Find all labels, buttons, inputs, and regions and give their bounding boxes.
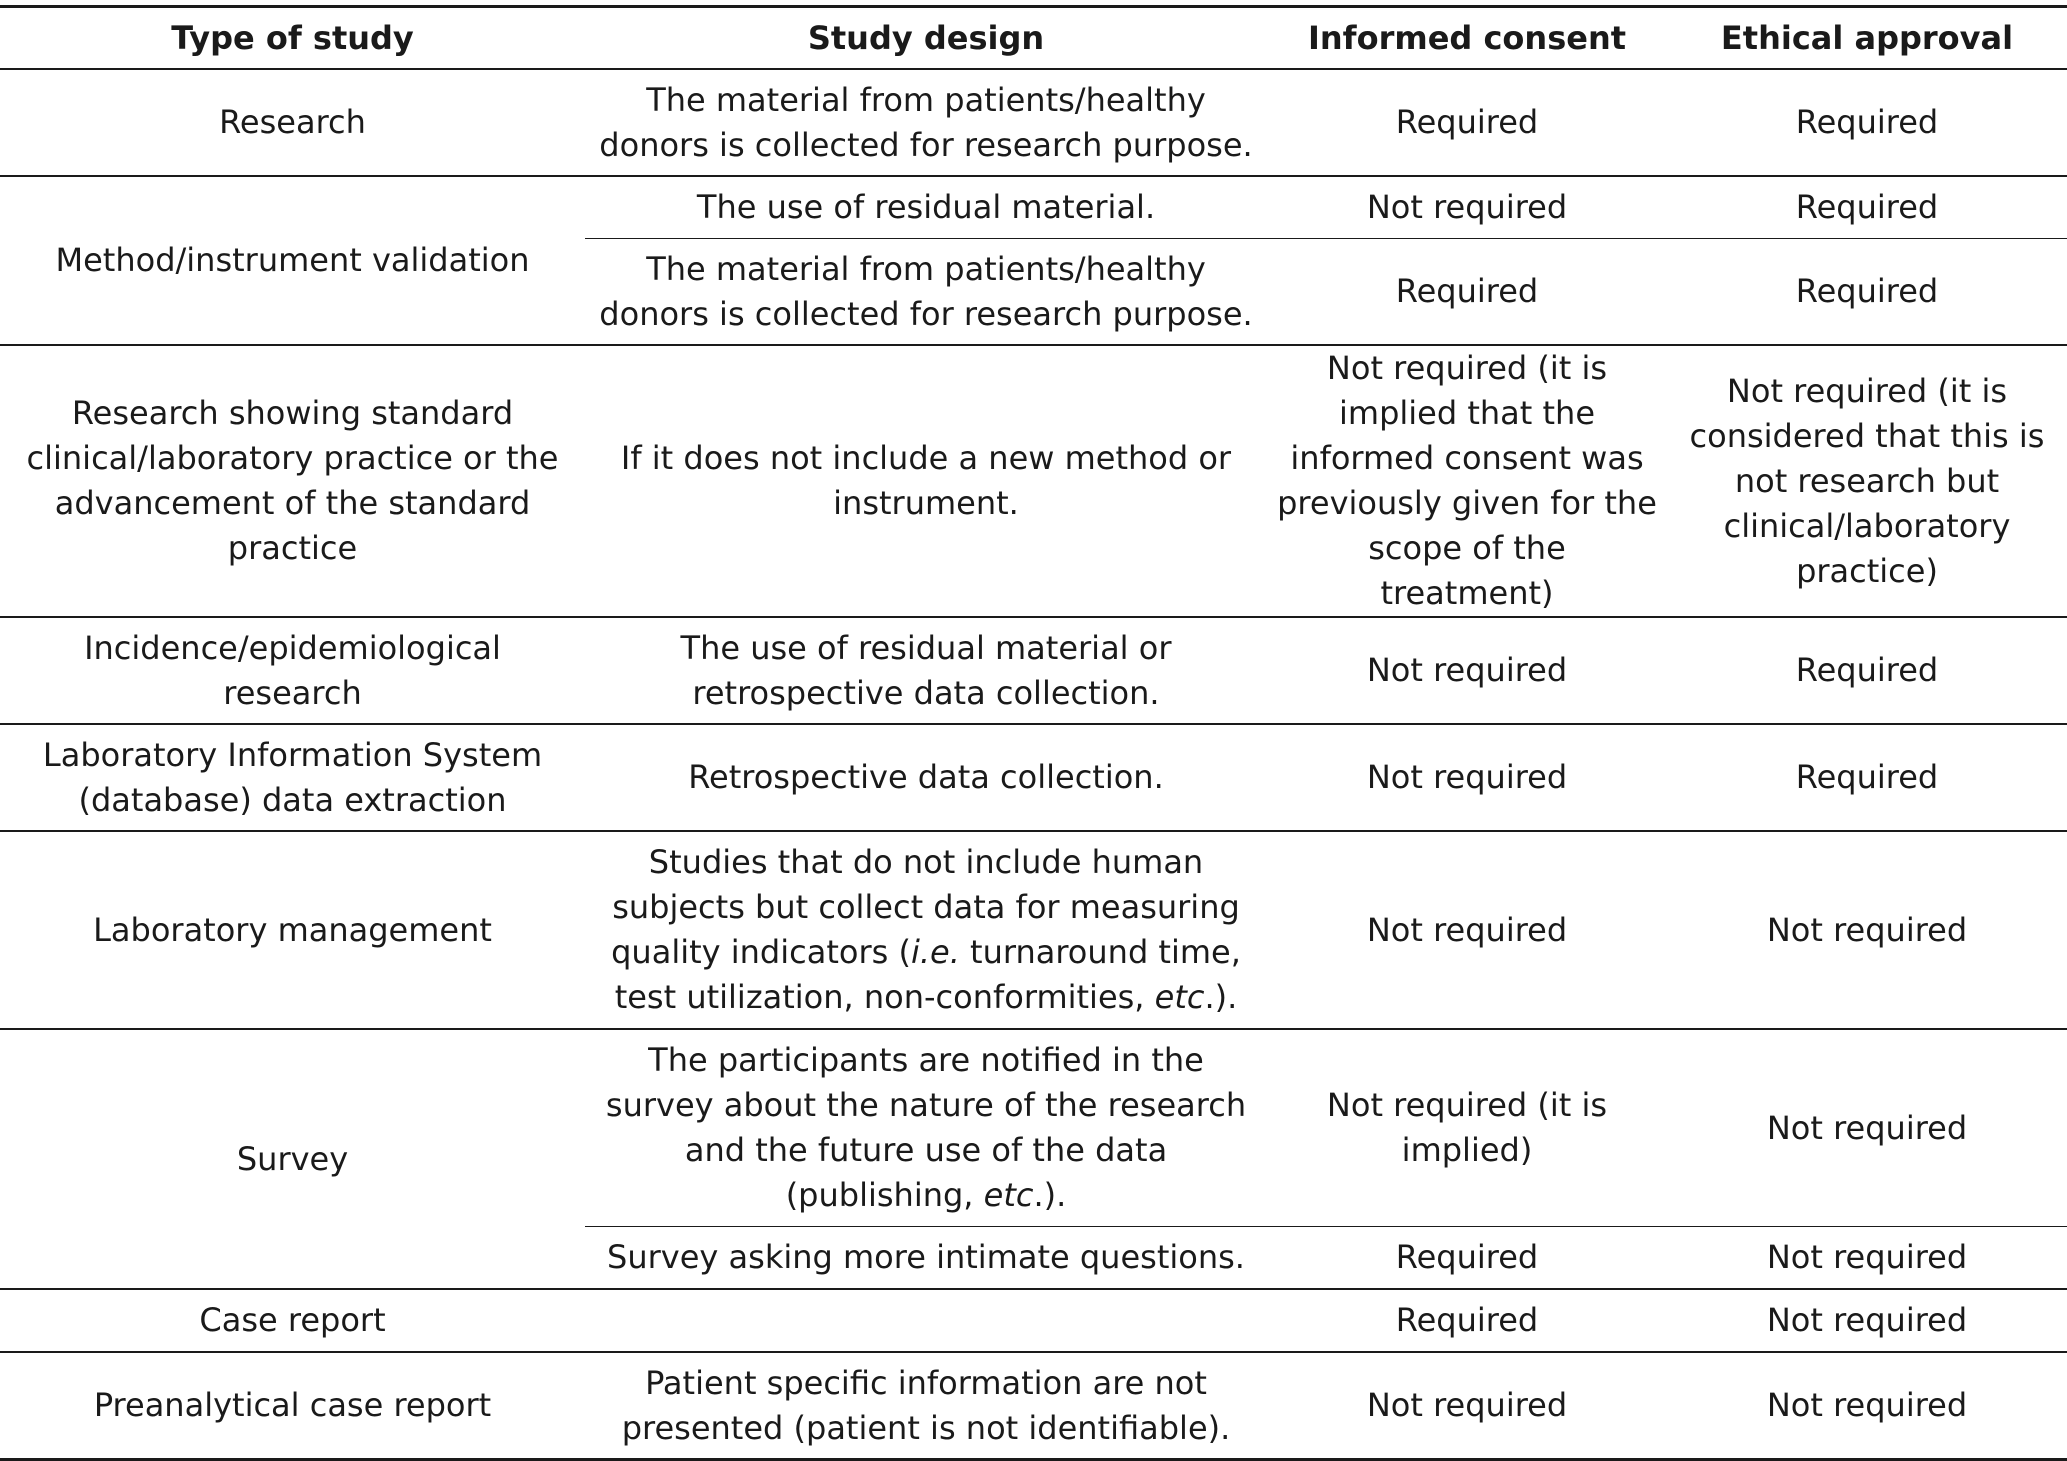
design-text-italic: etc [983, 1176, 1034, 1214]
consent-cell: Not required (it is implied) [1267, 1029, 1667, 1227]
design-cell: Retrospective data collection. [585, 724, 1267, 831]
type-cell: Survey [0, 1029, 585, 1289]
design-cell: The material from patients/healthy donors is collected for research purpose. [585, 239, 1267, 346]
design-cell [585, 1289, 1267, 1352]
design-cell [585, 831, 1267, 1029]
header-ethical-approval: Ethical approval [1667, 7, 2067, 70]
design-text: .). [1033, 1176, 1067, 1214]
design-cell: The use of residual material. [585, 176, 1267, 239]
consent-cell: Not required [1267, 724, 1667, 831]
design-cell [585, 1029, 1267, 1227]
type-cell: Method/instrument validation [0, 176, 585, 345]
consent-cell: Required [1267, 239, 1667, 346]
table-row [0, 176, 2067, 239]
design-text-italic: i.e. [910, 933, 960, 971]
approval-cell: Not required [1667, 1227, 2067, 1290]
consent-cell: Required [1267, 1227, 1667, 1290]
consent-cell: Not required [1267, 831, 1667, 1029]
type-cell: Research showing standard clinical/laboratory practice or the advancement of the standard practice [0, 345, 585, 617]
table-row [0, 724, 2067, 831]
type-cell: Research [0, 69, 585, 176]
consent-cell: Required [1267, 1289, 1667, 1352]
consent-cell: Not required [1267, 1352, 1667, 1460]
header-study-design: Study design [585, 7, 1267, 70]
type-cell: Laboratory management [0, 831, 585, 1029]
design-text: turnaround time, test utilization, non-conformities, [614, 933, 1241, 1016]
table-row [0, 69, 2067, 176]
design-text: .). [1204, 978, 1238, 1016]
header-informed-consent: Informed consent [1267, 7, 1667, 70]
approval-cell: Required [1667, 617, 2067, 724]
table-row [0, 1029, 2067, 1227]
consent-cell: Required [1267, 69, 1667, 176]
design-cell: The use of residual material or retrospective data collection. [585, 617, 1267, 724]
consent-cell: Not required [1267, 617, 1667, 724]
design-text: Studies that do not include human subjects but collect data for measuring quality indicators ( [611, 843, 1240, 971]
consent-cell: Not required [1267, 176, 1667, 239]
design-text: The participants are notified in the survey about the nature of the research and the future use of the data (publishing, [605, 1041, 1247, 1214]
design-cell: Patient specific information are not presented (patient is not identifiable). [585, 1352, 1267, 1460]
type-cell: Incidence/epidemiological research [0, 617, 585, 724]
design-cell: If it does not include a new method or instrument. [585, 345, 1267, 617]
approval-cell: Not required (it is considered that this is not research but clinical/laboratory practice) [1667, 345, 2067, 617]
consent-cell: Not required (it is implied that the informed consent was previously given for the scope of the treatment) [1267, 345, 1667, 617]
header-type-of-study: Type of study [0, 7, 585, 70]
design-text-italic: etc [1154, 978, 1205, 1016]
approval-cell: Not required [1667, 1352, 2067, 1460]
table-row [0, 617, 2067, 724]
approval-cell: Required [1667, 69, 2067, 176]
design-cell: The material from patients/healthy donors is collected for research purpose. [585, 69, 1267, 176]
approval-cell: Not required [1667, 1289, 2067, 1352]
table-header-row [0, 7, 2067, 70]
table-row [0, 831, 2067, 1029]
approval-cell: Not required [1667, 1029, 2067, 1227]
table-row [0, 345, 2067, 617]
type-cell: Preanalytical case report [0, 1352, 585, 1460]
type-cell: Laboratory Information System (database) data extraction [0, 724, 585, 831]
ethics-requirements-table [0, 5, 2067, 1461]
table-row [0, 1289, 2067, 1352]
approval-cell: Required [1667, 239, 2067, 346]
approval-cell: Required [1667, 724, 2067, 831]
approval-cell: Not required [1667, 831, 2067, 1029]
approval-cell: Required [1667, 176, 2067, 239]
design-cell: Survey asking more intimate questions. [585, 1227, 1267, 1290]
type-cell: Case report [0, 1289, 585, 1352]
table-row [0, 1352, 2067, 1460]
